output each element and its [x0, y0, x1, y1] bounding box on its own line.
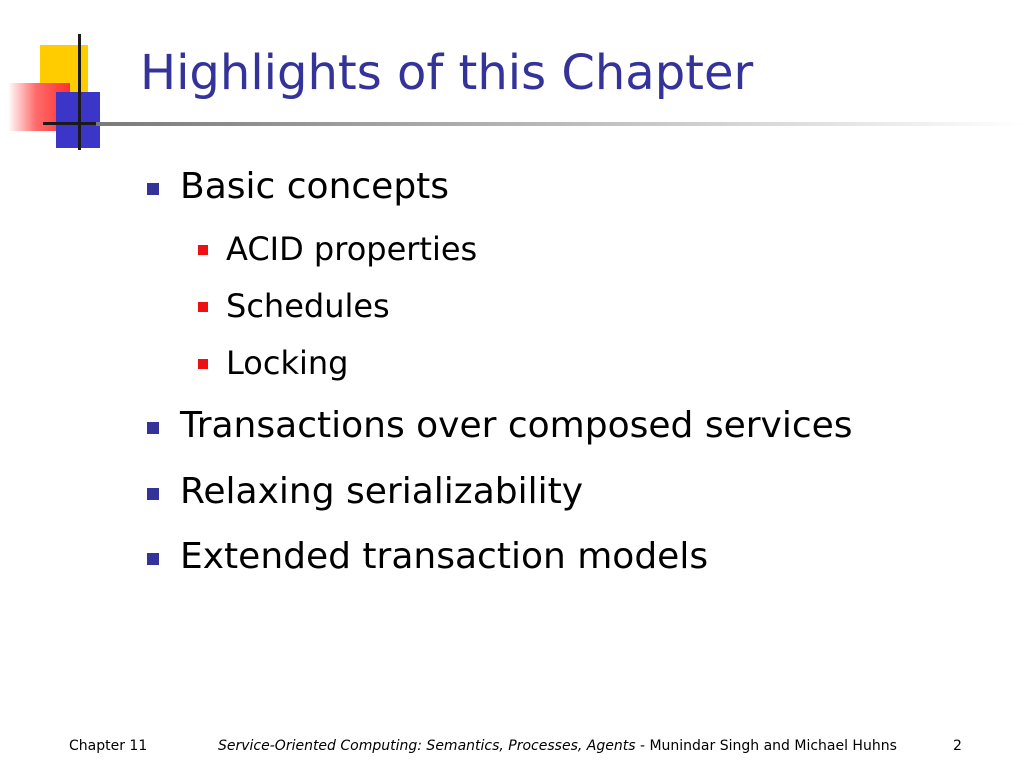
footer-separator: - [635, 738, 650, 754]
bullet-text: Relaxing serializability [180, 471, 584, 512]
sub-bullet-item [226, 285, 390, 327]
bullet-item [180, 402, 853, 450]
sub-bullet-text: Locking [226, 344, 349, 382]
square-bullet-icon [147, 422, 159, 434]
bullet-text: Extended transaction models [180, 536, 709, 577]
square-bullet-icon [198, 302, 208, 312]
square-bullet-icon [198, 359, 208, 369]
square-bullet-icon [147, 488, 159, 500]
square-bullet-icon [147, 553, 159, 565]
slide-title: Highlights of this Chapter [140, 45, 754, 101]
footer-book-title: Service-Oriented Computing: Semantics, Processes, Agents [218, 738, 636, 754]
bullet-item [180, 468, 583, 516]
bullet-text: Transactions over composed services [180, 405, 853, 446]
sub-bullet-item [226, 228, 477, 270]
sub-bullet-text: Schedules [226, 287, 390, 325]
square-bullet-icon [147, 183, 159, 195]
slide-footer [0, 736, 1024, 760]
sub-bullet-item [226, 342, 348, 384]
bullet-text: Basic concepts [180, 166, 450, 207]
footer-page-number: 2 [953, 738, 962, 754]
sub-bullet-text: ACID properties [226, 230, 478, 268]
bullet-item [180, 533, 708, 581]
footer-authors: Munindar Singh and Michael Huhns [649, 738, 897, 754]
square-bullet-icon [198, 245, 208, 255]
footer-chapter: Chapter 11 [69, 738, 148, 754]
footer-citation [218, 736, 897, 756]
bullet-item [180, 163, 449, 211]
